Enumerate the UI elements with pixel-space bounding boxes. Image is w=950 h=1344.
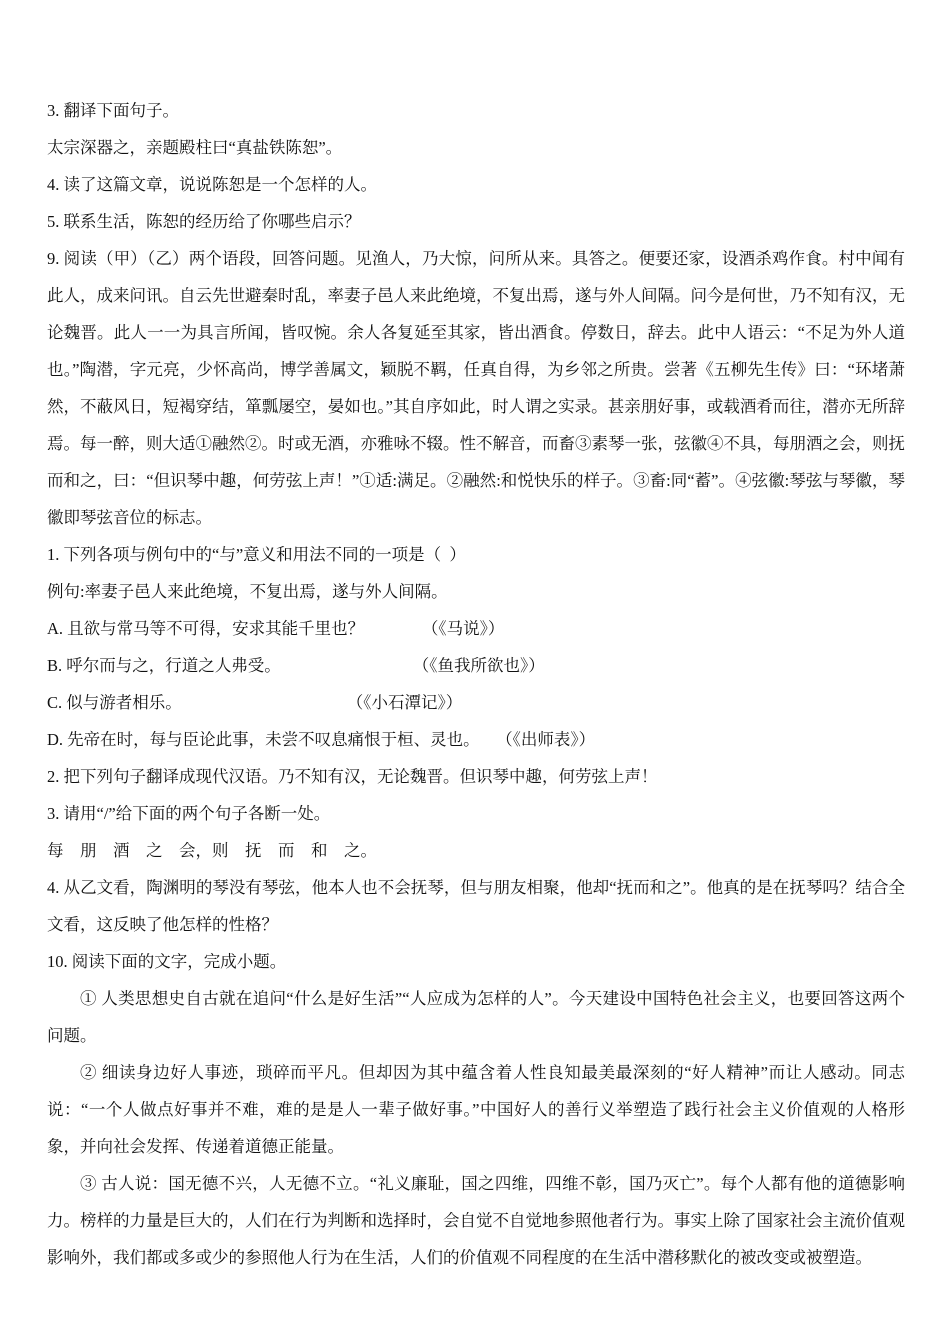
q9-sub2-prompt: 2. 把下列句子翻译成现代汉语。乃不知有汉，无论魏晋。但识琴中趣，何劳弦上声！	[47, 767, 658, 786]
passage-9: 9. 阅读（甲）（乙）两个语段，回答问题。见渔人，乃大惊，问所从来。具答之。便要还家，设酒杀鸡作食。村中闻有此人，成来问讯。自云先世避秦时乱，率妻子邑人来此绝境，不复出焉，遂与外人间隔。问今是何世，乃不知有汉，无论魏晋。此人一一为具言所闻，皆叹惋。余人各复延至其家，皆出酒食。停数日，辞去。此中人语云：“不足为外人道也。”陶潜，字元亮，少怀高尚，博学善属文，颖脱不羁，任真自得，为乡邻之所贵。尝著《五柳先生传》曰：“环堵萧然，不蔽风日，短褐穿结，箪瓢屡空，晏如也。”其自序如此，时人谓之实录。甚亲朋好事，或载酒肴而往，潜亦无所辞焉。每一醉，则大适①融然②。时或无酒，亦雅咏不辍。性不解音，而畜③素琴一张，弦徽④不具，每朋酒之会，则抚而和之，曰：“但识琴中趣，何劳弦上声！”①适:满足。②融然:和悦快乐的样子。③畜:同“蓄”。④弦徽:琴弦与琴徽，琴徽即琴弦音位的标志。	[47, 249, 905, 527]
q9-option-d: D. 先帝在时，每与臣论此事，未尝不叹息痛恨于桓、灵也。 （《出师表》）	[47, 730, 596, 749]
q9-sub4-prompt: 4. 从乙文看，陶渊明的琴没有琴弦，他本人也不会抚琴，但与朋友相聚，他却“抚而和之”。他真的是在抚琴吗？结合全文看，这反映了他怎样的性格？	[47, 878, 905, 934]
q9-option-b: B. 呼尔而与之，行道之人弗受。 （《鱼我所欲也》）	[47, 656, 545, 675]
q4-prompt: 4. 读了这篇文章，说说陈恕是一个怎样的人。	[47, 175, 377, 194]
q10-paragraph-2: ② 细读身边好人事迹，琐碎而平凡。但却因为其中蕴含着人性良知最美最深刻的“好人精神”而让人感动。同志说：“一个人做点好事并不难，难的是是人一辈子做好事。”中国好人的善行义举塑造了践行社会主义价值观的人格形象，并向社会发挥、传递着道德正能量。	[47, 1063, 905, 1156]
q10-paragraph-3: ③ 古人说：国无德不兴，人无德不立。“礼义廉耻，国之四维，四维不彰，国乃灭亡”。每个人都有他的道德影响力。榜样的力量是巨大的，人们在行为判断和选择时，会自觉不自觉地参照他者行为。事实上除了国家社会主流价值观影响外，我们都或多或少的参照他人行为在生活，人们的价值观不同程度的在生活中潜移默化的被改变或被塑造。	[47, 1174, 905, 1267]
q10-prompt: 10. 阅读下面的文字，完成小题。	[47, 952, 287, 971]
q10-paragraph-1: ① 人类思想史自古就在追问“什么是好生活”“人应成为怎样的人”。今天建设中国特色社会主义，也要回答这两个问题。	[47, 989, 905, 1045]
q9-option-c: C. 似与游者相乐。 （《小石潭记》）	[47, 693, 463, 712]
q9-sub3-prompt: 3. 请用“/”给下面的两个句子各断一处。	[47, 804, 331, 823]
q3-prompt: 3. 翻译下面句子。	[47, 101, 179, 120]
q3-sentence: 太宗深器之，亲题殿柱曰“真盐铁陈恕”。	[47, 138, 343, 157]
q9-example-sentence: 例句:率妻子邑人来此绝境，不复出焉，遂与外人间隔。	[47, 582, 448, 601]
q5-prompt: 5. 联系生活，陈恕的经历给了你哪些启示？	[47, 212, 361, 231]
q9-sub1-prompt: 1. 下列各项与例句中的“与”意义和用法不同的一项是（ ）	[47, 545, 466, 564]
q9-sub3-sentence: 每 朋 酒 之 会，则 抚 而 和 之。	[47, 841, 377, 860]
q9-option-a: A. 且欲与常马等不可得，安求其能千里也？ （《马说》）	[47, 619, 505, 638]
